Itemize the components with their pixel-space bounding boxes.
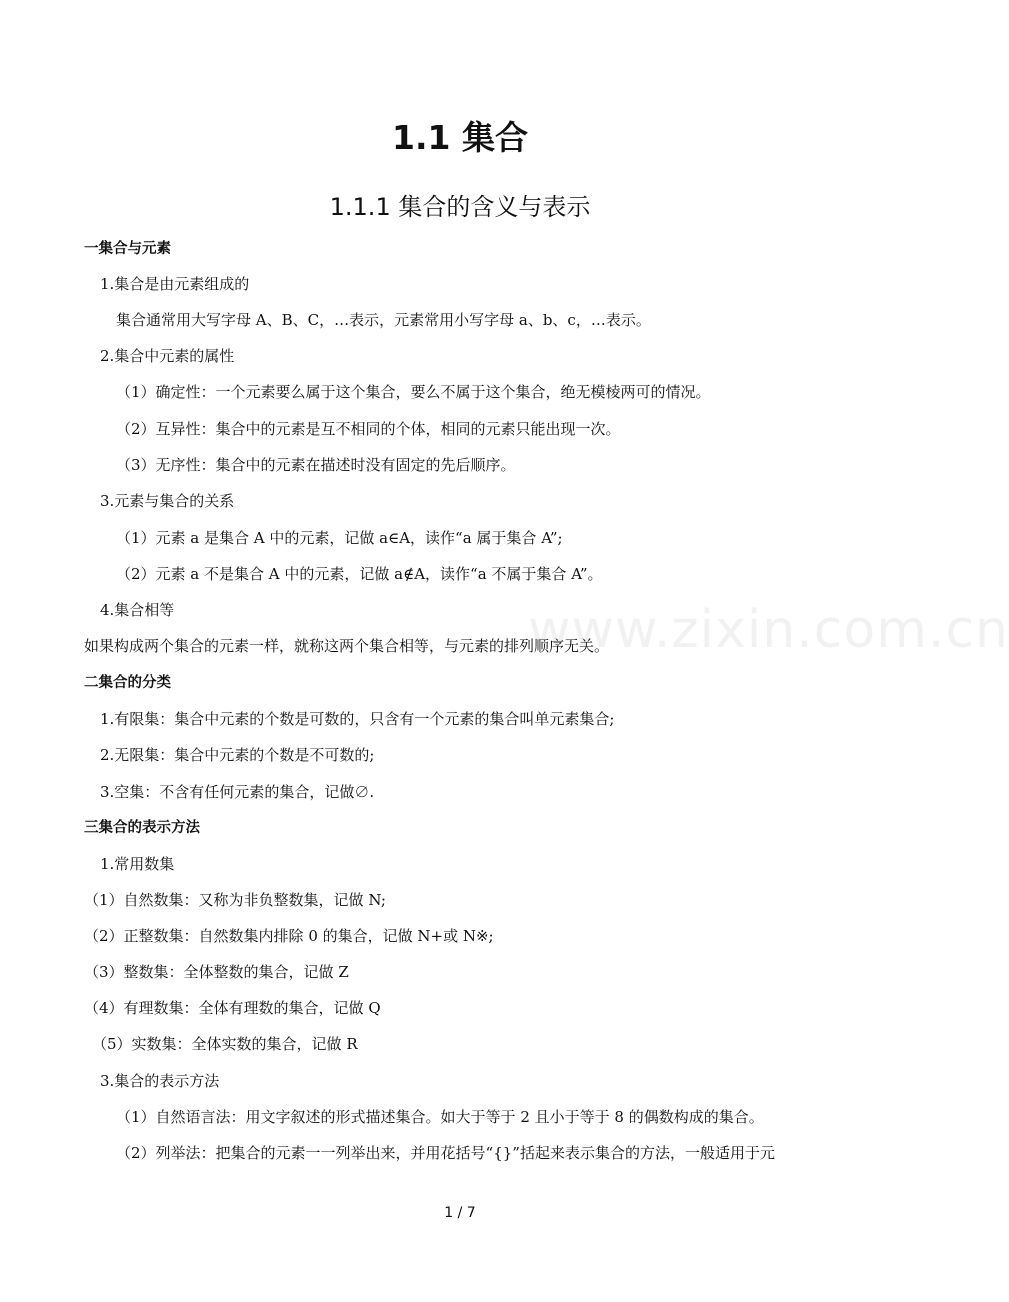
class-3: 3.空集：不含有任何元素的集合，记做∅.	[100, 783, 375, 801]
rep-3-2: （2）列举法：把集合的元素一一列举出来，并用花括号“{}”括起来表示集合的方法，一般适用于元	[116, 1144, 775, 1162]
item-2-1: （1）确定性：一个元素要么属于这个集合，要么不属于这个集合，绝无模棱两可的情况。	[116, 383, 711, 401]
section-title: 1.1.1 集合的含义与表示	[329, 193, 591, 221]
heading-elements: 一集合与元素	[84, 241, 171, 257]
rep-1-2: （2）正整数集：自然数集内排除 0 的集合，记做 N+或 N※;	[84, 927, 494, 945]
rep-3: 3.集合的表示方法	[100, 1072, 220, 1090]
item-3-1: （1）元素 a 是集合 A 中的元素，记做 a∈A，读作“a 属于集合 A”;	[116, 529, 563, 547]
page-number: 1 / 7	[444, 1205, 476, 1221]
page-title: 1.1 集合	[392, 118, 528, 157]
item-1-detail: 集合通常用大写字母 A、B、C，…表示，元素常用小写字母 a、b、c，…表示。	[116, 311, 651, 329]
class-2: 2.无限集：集合中元素的个数是不可数的;	[100, 746, 375, 764]
item-2: 2.集合中元素的属性	[100, 347, 235, 365]
rep-1-1: （1）自然数集：又称为非负整数集，记做 N;	[84, 891, 386, 909]
rep-1: 1.常用数集	[100, 855, 175, 873]
rep-1-4: （4）有理数集：全体有理数的集合，记做 Q	[84, 999, 381, 1017]
item-3-2: （2）元素 a 不是集合 A 中的元素，记做 a∉A，读作“a 不属于集合 A”。	[116, 565, 603, 583]
rep-3-1: （1）自然语言法：用文字叙述的形式描述集合。如大于等于 2 且小于等于 8 的偶数构成的集合。	[116, 1108, 764, 1126]
heading-classification: 二集合的分类	[84, 675, 171, 691]
item-3: 3.元素与集合的关系	[100, 492, 235, 510]
rep-1-3: （3）整数集：全体整数的集合，记做 Z	[84, 963, 349, 981]
heading-representation: 三集合的表示方法	[84, 820, 200, 836]
item-4: 4.集合相等	[100, 601, 175, 619]
class-1: 1.有限集：集合中元素的个数是可数的，只含有一个元素的集合叫单元素集合;	[100, 710, 615, 728]
item-1: 1.集合是由元素组成的	[100, 275, 250, 293]
rep-1-5: （5）实数集：全体实数的集合，记做 R	[92, 1035, 358, 1053]
item-2-3: （3）无序性：集合中的元素在描述时没有固定的先后顺序。	[116, 456, 516, 474]
watermark: www.zixin.com.cn	[528, 600, 1009, 660]
item-4-detail: 如果构成两个集合的元素一样，就称这两个集合相等，与元素的排列顺序无关。	[84, 637, 610, 655]
item-2-2: （2）互异性：集合中的元素是互不相同的个体，相同的元素只能出现一次。	[116, 420, 621, 438]
